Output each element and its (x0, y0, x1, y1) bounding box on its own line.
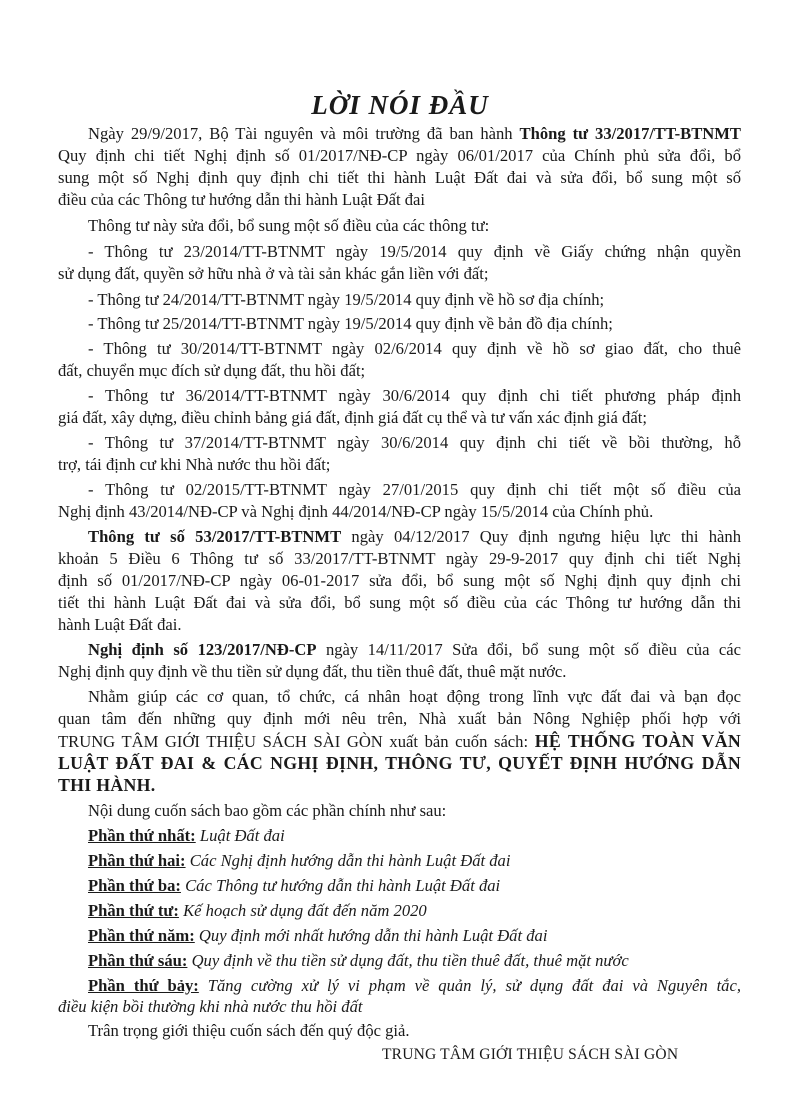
nd123-line-2: Nghị định quy định về thu tiền sử dụng đất, thu tiền thuê đất, thuê mặt nước. (58, 662, 567, 681)
intro-line-1 (88, 124, 741, 144)
purpose-line-3 (58, 731, 741, 752)
page-title: LỜI NÓI ĐẦU (311, 90, 489, 120)
part-7-cont: điều kiện bồi thường khi nhà nước thu hồi đất (58, 997, 363, 1016)
closing-line: Trân trọng giới thiệu cuốn sách đến quý độc giả. (88, 1021, 410, 1040)
book-title-part-1: HỆ THỐNG TOÀN VĂN (534, 731, 741, 751)
tt53-line-2: khoản 5 Điều 6 Thông tư số 33/2017/TT-BTNMT ngày 29-9-2017 quy định chi tiết Nghị (58, 549, 741, 568)
decree-123-ref: Nghị định số 123/2017/NĐ-CP (88, 640, 317, 659)
tt53-line-5: hành Luật Đất đai. (58, 615, 182, 634)
part-text: Các Nghị định hướng dẫn thi hành Luật Đất đai (185, 851, 511, 870)
part-7 (88, 976, 741, 996)
intro-text: Ngày 29/9/2017, Bộ Tài nguyên và môi trường đã ban hành (88, 124, 520, 143)
list-item: - Thông tư 30/2014/TT-BTNMT ngày 02/6/2014 quy định về hồ sơ giao đất, cho thuê (88, 339, 741, 358)
nd123-line-1 (88, 640, 741, 660)
signature: TRUNG TÂM GIỚI THIỆU SÁCH SÀI GÒN (382, 1046, 679, 1063)
tt53-line-3: định số 01/2017/NĐ-CP ngày 06-01-2017 sửa đổi, bổ sung một số Nghị định quy định chi (58, 571, 741, 590)
part-1 (88, 826, 285, 846)
part-6 (88, 951, 629, 971)
part-label: Phần thứ tư: (88, 901, 179, 920)
part-text: Các Thông tư hướng dẫn thi hành Luật Đất đai (180, 876, 501, 895)
list-item-cont: giá đất, xây dựng, điều chỉnh bảng giá đất, định giá đất cụ thể và tư vấn xác định giá đất; (58, 408, 647, 427)
list-item: - Thông tư 02/2015/TT-BTNMT ngày 27/01/2015 quy định chi tiết một số điều của (88, 480, 741, 499)
book-title-line-3: THI HÀNH. (58, 775, 156, 795)
circular-53-ref: Thông tư số 53/2017/TT-BTNMT (88, 527, 342, 546)
part-2 (88, 851, 510, 871)
list-item-cont: đất, chuyển mục đích sử dụng đất, thu hồi đất; (58, 361, 366, 380)
part-label: Phần thứ sáu: (88, 951, 188, 970)
nd123-text: ngày 14/11/2017 Sửa đổi, bổ sung một số điều của các (316, 640, 741, 659)
part-label: Phần thứ bảy: (88, 976, 199, 995)
book-title-line-2: LUẬT ĐẤT ĐAI & CÁC NGHỊ ĐỊNH, THÔNG TƯ, QUYẾT ĐỊNH HƯỚNG DẪN (58, 753, 741, 773)
intro-line-2: Quy định chi tiết Nghị định số 01/2017/NĐ-CP ngày 06/01/2017 của Chính phủ sửa đổi, bổ (58, 146, 741, 165)
tt53-line-1 (88, 527, 741, 547)
part-text: Kế hoạch sử dụng đất đến năm 2020 (178, 901, 427, 920)
part-text: Quy định mới nhất hướng dẫn thi hành Luật Đất đai (194, 926, 548, 945)
circular-33-ref: Thông tư 33/2017/TT-BTNMT (519, 124, 742, 143)
intro-line-4: điều của các Thông tư hướng dẫn thi hành Luật Đất đai (58, 190, 425, 209)
part-label: Phần thứ năm: (88, 926, 195, 945)
amend-intro: Thông tư này sửa đổi, bổ sung một số điều của các thông tư: (88, 216, 490, 235)
part-label: Phần thứ nhất: (88, 826, 196, 845)
list-item: - Thông tư 25/2014/TT-BTNMT ngày 19/5/2014 quy định về bản đồ địa chính; (88, 314, 613, 333)
list-item: - Thông tư 24/2014/TT-BTNMT ngày 19/5/2014 quy định về hồ sơ địa chính; (88, 290, 605, 309)
list-item: - Thông tư 36/2014/TT-BTNMT ngày 30/6/2014 quy định chi tiết phương pháp định (88, 386, 741, 405)
part-3 (88, 876, 500, 896)
part-label: Phần thứ ba: (88, 876, 181, 895)
list-item-cont: trợ, tái định cư khi Nhà nước thu hồi đất; (58, 455, 331, 474)
list-item-cont: sử dụng đất, quyền sở hữu nhà ở và tài sản khác gắn liền với đất; (58, 264, 489, 283)
intro-line-3: sung một số Nghị định quy định chi tiết thi hành Luật Đất đai và sửa đổi, bổ sung một số (58, 168, 741, 187)
purpose-line-2: quan tâm đến những quy định mới nêu trên, Nhà xuất bản Nông Nghiệp phối hợp với (58, 709, 741, 728)
part-text: Luật Đất đai (195, 826, 285, 845)
purpose-line-1: Nhằm giúp các cơ quan, tổ chức, cá nhân hoạt động trong lĩnh vực đất đai và bạn đọc (88, 687, 741, 706)
list-item: - Thông tư 37/2014/TT-BTNMT ngày 30/6/2014 quy định chi tiết về bồi thường, hỗ (88, 433, 741, 452)
list-item-cont: Nghị định 43/2014/NĐ-CP và Nghị định 44/2014/NĐ-CP ngày 15/5/2014 của Chính phủ. (58, 502, 654, 521)
tt53-line-4: tiết thi hành Luật Đất đai và sửa đổi, bổ sung một số điều của các Thông tư hướng dẫn thi (58, 593, 741, 612)
part-5 (88, 926, 547, 946)
contents-intro: Nội dung cuốn sách bao gồm các phần chính như sau: (88, 801, 447, 820)
list-item: - Thông tư 23/2014/TT-BTNMT ngày 19/5/2014 quy định về Giấy chứng nhận quyền (88, 242, 741, 261)
publisher-text: TRUNG TÂM GIỚI THIỆU SÁCH SÀI GÒN xuất bản cuốn sách: (58, 732, 535, 751)
part-text: Quy định về thu tiền sử dụng đất, thu tiền thuê đất, thuê mặt nước (187, 951, 629, 970)
part-label: Phần thứ hai: (88, 851, 186, 870)
part-4 (88, 901, 427, 921)
part-text: Tăng cường xử lý vi phạm về quản lý, sử dụng đất đai và Nguyên tắc, (198, 976, 741, 995)
tt53-text: ngày 04/12/2017 Quy định ngưng hiệu lực thi hành (341, 527, 741, 546)
